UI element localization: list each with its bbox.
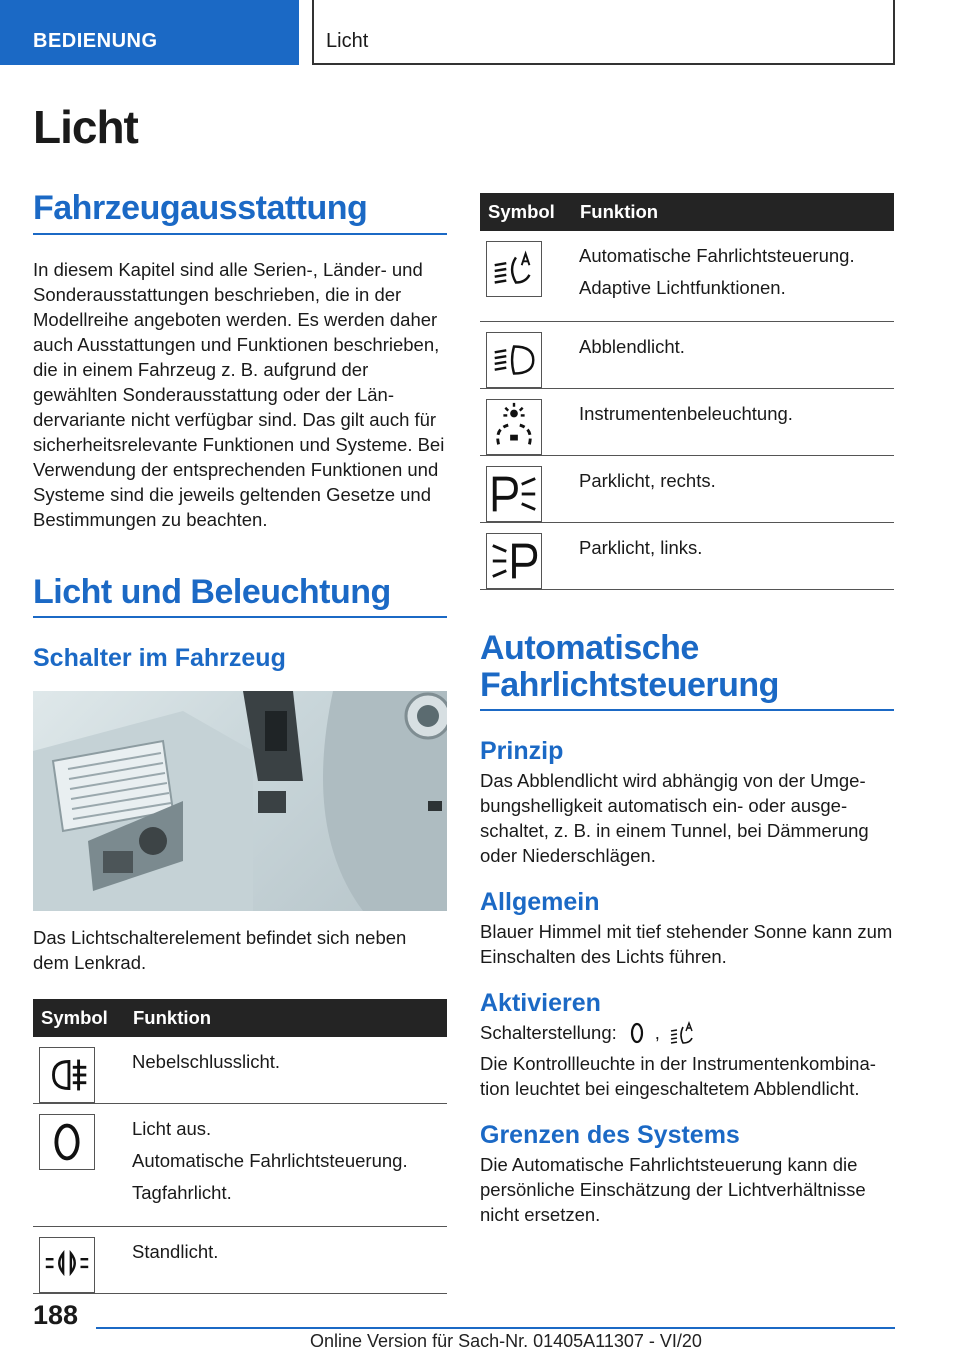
parking-light-right-icon bbox=[486, 466, 542, 522]
intro-text: In diesem Kapitel sind alle Serien-, Länder- und Sonderausstattungen beschrieben, die in der Modellreihe angeboten werden. Es werden daher auch Ausstattungen und Funktionen beschrieben, die in einem Fahrzeug z. B. aufgrund der gewählten Sonderausstattung oder der Ländervariante nicht verfügbar sind. Das gilt auch für sicherheitsrelevante Funktionen und Systeme. Bei Verwendung der entsprechenden Funktionen und Systeme sind die jeweils geltenden Gesetze und Bestimmungen zu beachten. bbox=[33, 258, 445, 530]
heading-schalter: Schalter im Fahrzeug bbox=[33, 644, 286, 673]
table-row bbox=[480, 322, 894, 389]
col-funktion: Funktion bbox=[125, 999, 447, 1037]
table-row bbox=[33, 1227, 447, 1294]
heading-grenzen: Grenzen des Systems bbox=[480, 1121, 740, 1150]
fog-light-icon bbox=[39, 1047, 95, 1103]
light-off-icon bbox=[627, 1021, 647, 1045]
col-funktion: Funktion bbox=[572, 193, 894, 231]
symbol-table-right bbox=[480, 193, 894, 590]
parking-light-left-icon bbox=[486, 533, 542, 589]
fn-line: Parklicht, rechts. bbox=[579, 470, 716, 491]
footer-divider bbox=[96, 1327, 895, 1329]
switch-label: Schalterstellung: bbox=[480, 1022, 617, 1044]
fn-line: Licht aus. bbox=[132, 1118, 212, 1140]
instrument-lighting-icon bbox=[486, 399, 542, 455]
grenzen-text: Die Automatische Fahrlichtsteuerung kann die persönliche Einschätzung der Lichtverhältnisse nicht ersetzen. bbox=[480, 1154, 866, 1226]
table-row bbox=[480, 456, 894, 523]
fn-line: Instrumentenbeleuchtung. bbox=[579, 403, 793, 424]
aktivieren-text: Die Kontrollleuchte in der Instrumentenkombination leuchtet bei eingeschaltetem Abblendlicht. bbox=[480, 1053, 876, 1100]
fn-line: Standlicht. bbox=[132, 1241, 219, 1263]
photo-caption: Das Lichtschalterelement befindet sich neben dem Lenkrad. bbox=[33, 927, 407, 974]
light-off-icon bbox=[39, 1114, 95, 1170]
prinzip-text: Das Abblendlicht wird abhängig von der Umgebungshelligkeit automatisch ein- oder ausgeschaltet, z. B. in einem Tunnel, bei Dämmerung oder Niederschlägen. bbox=[480, 770, 869, 867]
chapter-title: Licht bbox=[326, 30, 369, 52]
heading-aktivieren: Aktivieren bbox=[480, 989, 601, 1018]
page-title: Licht bbox=[33, 101, 138, 153]
col-symbol: Symbol bbox=[33, 999, 125, 1037]
footer-text: Online Version für Sach-Nr. 01405A11307 - VI/20 bbox=[310, 1331, 702, 1351]
fn-line: Nebelschlusslicht. bbox=[132, 1051, 281, 1073]
heading-prinzip: Prinzip bbox=[480, 737, 564, 766]
heading-allgemein: Allgemein bbox=[480, 888, 600, 917]
fn-line: Tagfahrlicht. bbox=[132, 1182, 232, 1204]
chapter-header bbox=[312, 0, 895, 65]
table-row bbox=[480, 389, 894, 456]
right-column bbox=[480, 193, 894, 1227]
side-light-icon bbox=[39, 1237, 95, 1293]
switch-position-line bbox=[480, 1020, 894, 1045]
symbol-table-left bbox=[33, 999, 447, 1294]
table-row bbox=[33, 1104, 447, 1227]
fn-line: Parklicht, links. bbox=[579, 537, 703, 558]
fn-line: Automatische Fahrlichtsteuerung. bbox=[132, 1150, 408, 1172]
fn-line: Automatische Fahrlichtsteuerung. bbox=[579, 245, 855, 266]
left-column bbox=[33, 190, 447, 1294]
separator: , bbox=[654, 1022, 660, 1044]
heading-licht-beleuchtung: Licht und Beleuchtung bbox=[33, 574, 447, 619]
auto-headlight-icon bbox=[486, 241, 542, 297]
fn-line: Abblendlicht. bbox=[579, 336, 685, 357]
page-number: 188 bbox=[33, 1300, 79, 1330]
light-switch-photo bbox=[33, 691, 447, 911]
auto-headlight-icon bbox=[670, 1021, 696, 1045]
heading-auto-fahrlicht: Automatische Fahrlichtsteuerung bbox=[480, 630, 894, 711]
table-row bbox=[480, 523, 894, 590]
table-row bbox=[480, 231, 894, 322]
section-tab: BEDIENUNG bbox=[0, 0, 299, 65]
allgemein-text: Blauer Himmel mit tief stehender Sonne kann zum Einschalten des Lichts führen. bbox=[480, 921, 893, 968]
col-symbol: Symbol bbox=[480, 193, 572, 231]
fn-line: Adaptive Lichtfunktionen. bbox=[579, 277, 786, 298]
table-row bbox=[33, 1037, 447, 1104]
heading-fahrzeugausstattung: Fahrzeugausstattung bbox=[33, 190, 447, 235]
low-beam-icon bbox=[486, 332, 542, 388]
